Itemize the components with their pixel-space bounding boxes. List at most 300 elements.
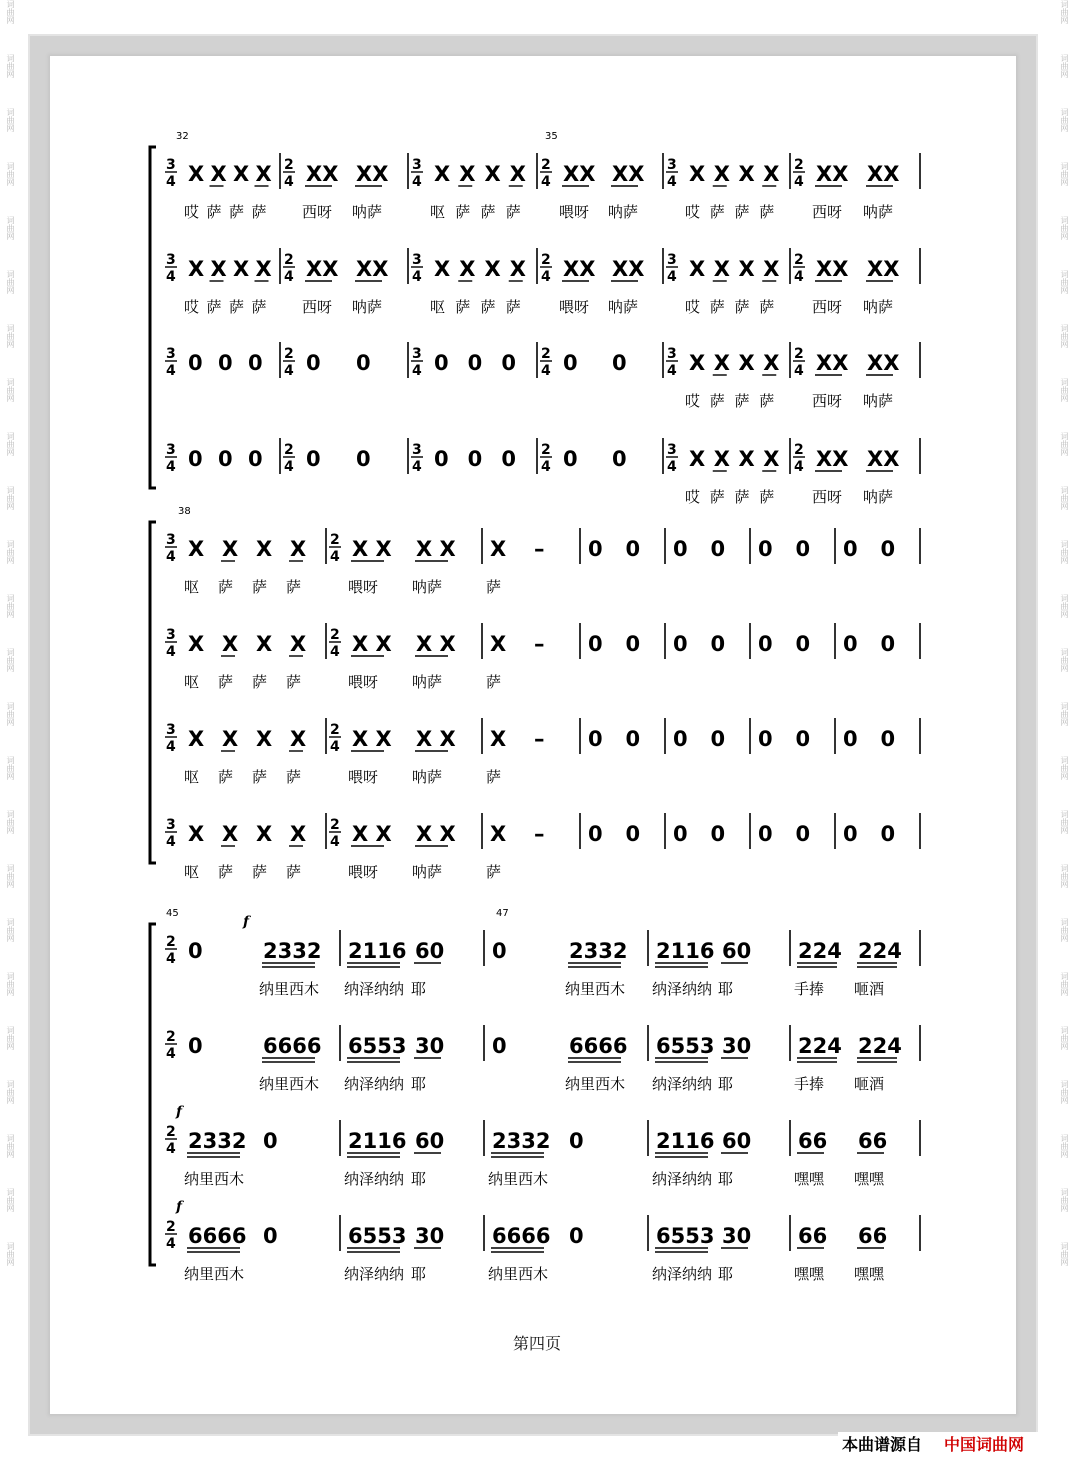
time-signature-numerator: 2 xyxy=(794,157,804,173)
note-group: 2116 xyxy=(348,1129,407,1153)
lyric-syllable: 喂呀 xyxy=(348,768,379,786)
time-signature-denominator: 4 xyxy=(794,174,804,190)
note-group: 6553 xyxy=(656,1224,715,1248)
watermark-text: 词曲网 xyxy=(1060,1026,1069,1050)
measure-number: 45 xyxy=(166,908,179,919)
rest-note: 0 xyxy=(467,351,483,375)
lyric-syllable: 萨 xyxy=(218,578,234,596)
lyric-syllable: 耶 xyxy=(718,1075,734,1093)
note-group: 30 xyxy=(415,1034,445,1058)
rest-note: 0 xyxy=(263,1129,278,1153)
watermark-text: 词曲网 xyxy=(1060,216,1069,240)
dynamic-forte: f xyxy=(176,1104,183,1120)
lyric-syllable: 耶 xyxy=(411,980,427,998)
lyric-syllable: 萨 xyxy=(759,298,775,316)
rest-note: 0 xyxy=(758,822,773,846)
watermark-text: 词曲网 xyxy=(1060,702,1069,726)
rest-note: 0 xyxy=(248,351,263,375)
lyric-syllable: 纳里西木 xyxy=(488,1170,549,1188)
time-signature-numerator: 3 xyxy=(412,157,422,173)
lyric-syllable: 萨 xyxy=(286,673,302,691)
note-group: X X xyxy=(352,727,392,751)
time-signature-denominator: 4 xyxy=(166,269,176,285)
lyric-syllable: 纳里西木 xyxy=(259,980,320,998)
lyric-syllable: 萨 xyxy=(252,673,268,691)
note-group: X xyxy=(222,537,239,561)
watermark-text: 词曲网 xyxy=(1060,918,1069,942)
lyric-syllable: 萨 xyxy=(709,488,725,506)
note-group: X xyxy=(222,822,239,846)
time-signature-numerator: 2 xyxy=(541,442,551,458)
note-group: 6553 xyxy=(348,1034,407,1058)
lyric-syllable: 萨 xyxy=(286,768,302,786)
watermark-text: 词曲网 xyxy=(6,54,15,78)
note-group: X xyxy=(459,162,476,186)
note-group: X xyxy=(256,632,273,656)
time-signature-denominator: 4 xyxy=(166,644,176,660)
lyric-syllable: 纳泽纳纳 xyxy=(652,980,713,998)
note-group: X xyxy=(222,632,239,656)
rest-note: 0 xyxy=(673,727,688,751)
time-signature-numerator: 3 xyxy=(412,442,422,458)
note-group: X xyxy=(188,257,205,281)
measure-number: 35 xyxy=(545,131,558,142)
lyric-syllable: 喂呀 xyxy=(559,298,590,316)
lyric-syllable: 嘿嘿 xyxy=(794,1265,825,1283)
note-group: X xyxy=(256,727,273,751)
time-signature-denominator: 4 xyxy=(667,363,677,379)
lyric-syllable: 哎 xyxy=(184,203,200,221)
note-group: XX xyxy=(867,162,900,186)
note-group: 2332 xyxy=(569,939,628,963)
time-signature-numerator: 2 xyxy=(541,157,551,173)
lyric-syllable: 嘿嘿 xyxy=(854,1170,885,1188)
lyric-syllable: 耶 xyxy=(411,1170,427,1188)
lyric-syllable: 萨 xyxy=(229,203,245,221)
note-group: X xyxy=(459,257,476,281)
watermark-text: 词曲网 xyxy=(6,702,15,726)
note-group: X xyxy=(713,257,730,281)
lyric-syllable: 萨 xyxy=(480,203,496,221)
time-signature-denominator: 4 xyxy=(412,363,422,379)
note-group: XX xyxy=(612,162,645,186)
time-signature-denominator: 4 xyxy=(166,1046,176,1062)
note-group: 2332 xyxy=(263,939,322,963)
time-signature-numerator: 2 xyxy=(541,346,551,362)
rest-note: 0 xyxy=(673,632,688,656)
rest-note: 0 xyxy=(795,537,811,561)
time-signature-denominator: 4 xyxy=(667,174,677,190)
time-signature-denominator: 4 xyxy=(667,269,677,285)
lyric-syllable: 萨 xyxy=(286,578,302,596)
time-signature-denominator: 4 xyxy=(166,174,176,190)
time-signature-numerator: 3 xyxy=(166,817,176,833)
watermark-text: 词曲网 xyxy=(6,540,15,564)
note-group: X xyxy=(490,727,507,751)
note-group: X xyxy=(738,257,755,281)
lyric-syllable: 西呀 xyxy=(812,488,843,506)
time-signature-numerator: 3 xyxy=(667,157,677,173)
watermark-text: 词曲网 xyxy=(1060,1188,1069,1212)
rest-note: 0 xyxy=(843,632,858,656)
measure-number: 38 xyxy=(178,506,191,517)
note-group: XX xyxy=(816,257,849,281)
watermark-text: 词曲网 xyxy=(1060,162,1069,186)
time-signature-numerator: 3 xyxy=(667,252,677,268)
note-group: X xyxy=(210,257,227,281)
lyric-syllable: 呐萨 xyxy=(863,203,894,221)
watermark-text: 词曲网 xyxy=(1060,864,1069,888)
note-group: X xyxy=(713,447,730,471)
note-group: X xyxy=(689,162,706,186)
note-group: X xyxy=(484,257,501,281)
time-signature-denominator: 4 xyxy=(794,459,804,475)
watermark-text: 词曲网 xyxy=(1060,1242,1069,1266)
lyric-syllable: 纳泽纳纳 xyxy=(652,1075,713,1093)
note-group: 30 xyxy=(415,1224,445,1248)
rest-note: 0 xyxy=(843,822,858,846)
lyric-syllable: 呐萨 xyxy=(863,392,894,410)
lyric-syllable: 呐萨 xyxy=(608,298,639,316)
rest-note: 0 xyxy=(710,727,726,751)
lyric-syllable: 呕 xyxy=(184,673,200,691)
time-signature-numerator: 3 xyxy=(166,252,176,268)
lyric-syllable: 呐萨 xyxy=(863,298,894,316)
lyric-syllable: 西呀 xyxy=(812,203,843,221)
time-signature-denominator: 4 xyxy=(794,269,804,285)
lyric-syllable: 萨 xyxy=(218,863,234,881)
rest-note: 0 xyxy=(356,447,371,471)
note-group: 2332 xyxy=(188,1129,247,1153)
rest-note: 0 xyxy=(563,351,578,375)
lyric-syllable: 呐萨 xyxy=(412,673,443,691)
note-group: 6666 xyxy=(492,1224,551,1248)
watermark-text: 词曲网 xyxy=(6,270,15,294)
lyric-syllable: 哎 xyxy=(685,298,701,316)
rest-note: 0 xyxy=(569,1129,584,1153)
lyric-syllable: 手捧 xyxy=(794,980,825,998)
rest-note: 0 xyxy=(588,537,603,561)
time-signature-numerator: 3 xyxy=(412,252,422,268)
source-label: 本曲谱源自 xyxy=(842,1435,923,1454)
time-signature-numerator: 2 xyxy=(166,1029,176,1045)
lyric-syllable: 哎 xyxy=(685,488,701,506)
note-group: X xyxy=(763,447,780,471)
lyric-syllable: 耶 xyxy=(718,1265,734,1283)
rest-note: 0 xyxy=(588,727,603,751)
lyric-syllable: 纳里西木 xyxy=(184,1265,245,1283)
watermark-text: 词曲网 xyxy=(1060,324,1069,348)
lyric-syllable: 萨 xyxy=(486,578,502,596)
lyric-syllable: 纳里西木 xyxy=(488,1265,549,1283)
rest-note: 0 xyxy=(625,632,641,656)
lyric-syllable: 萨 xyxy=(218,768,234,786)
sustain-dash: – xyxy=(534,727,545,751)
lyric-syllable: 萨 xyxy=(709,203,725,221)
time-signature-numerator: 2 xyxy=(330,817,340,833)
watermark-text: 词曲网 xyxy=(6,432,15,456)
lyric-syllable: 萨 xyxy=(759,488,775,506)
time-signature-denominator: 4 xyxy=(166,739,176,755)
note-group: X xyxy=(255,162,272,186)
system-bracket xyxy=(150,147,156,488)
note-group: 2116 xyxy=(348,939,407,963)
note-group: X xyxy=(188,162,205,186)
rest-note: 0 xyxy=(434,351,449,375)
rest-note: 0 xyxy=(625,537,641,561)
note-group: X X xyxy=(352,632,392,656)
lyric-syllable: 萨 xyxy=(252,578,268,596)
watermark-text: 词曲网 xyxy=(1060,108,1069,132)
rest-note: 0 xyxy=(795,727,811,751)
lyric-syllable: 嘿嘿 xyxy=(794,1170,825,1188)
lyric-syllable: 呕 xyxy=(184,768,200,786)
rest-note: 0 xyxy=(588,822,603,846)
watermark-text: 词曲网 xyxy=(6,756,15,780)
time-signature-denominator: 4 xyxy=(330,834,340,850)
time-signature-numerator: 2 xyxy=(794,252,804,268)
measure-number: 32 xyxy=(176,131,189,142)
watermark-text: 词曲网 xyxy=(6,1026,15,1050)
time-signature-denominator: 4 xyxy=(166,459,176,475)
time-signature-numerator: 3 xyxy=(166,627,176,643)
time-signature-numerator: 2 xyxy=(541,252,551,268)
lyric-syllable: 哎 xyxy=(685,392,701,410)
rest-note: 0 xyxy=(188,939,203,963)
rest-note: 0 xyxy=(758,727,773,751)
note-group: X xyxy=(490,822,507,846)
rest-note: 0 xyxy=(434,447,449,471)
lyric-syllable: 西呀 xyxy=(812,298,843,316)
lyric-syllable: 西呀 xyxy=(302,203,333,221)
rest-note: 0 xyxy=(758,632,773,656)
rest-note: 0 xyxy=(880,822,896,846)
lyric-syllable: 萨 xyxy=(480,298,496,316)
lyric-syllable: 呐萨 xyxy=(352,298,383,316)
system-bracket xyxy=(150,522,156,863)
time-signature-numerator: 3 xyxy=(667,442,677,458)
note-group: 2116 xyxy=(656,939,715,963)
time-signature-numerator: 3 xyxy=(412,346,422,362)
lyric-syllable: 萨 xyxy=(709,392,725,410)
watermark-text: 词曲网 xyxy=(6,162,15,186)
lyric-syllable: 呐萨 xyxy=(863,488,894,506)
note-group: X xyxy=(233,257,250,281)
note-group: X X xyxy=(352,822,392,846)
lyric-syllable: 萨 xyxy=(734,298,750,316)
time-signature-numerator: 2 xyxy=(166,1219,176,1235)
time-signature-numerator: 2 xyxy=(284,346,294,362)
watermark-text: 词曲网 xyxy=(6,1080,15,1104)
dynamic-forte: f xyxy=(176,1199,183,1215)
lyric-syllable: 萨 xyxy=(734,203,750,221)
note-group: X xyxy=(509,162,526,186)
lyric-syllable: 萨 xyxy=(505,298,521,316)
lyric-syllable: 纳泽纳纳 xyxy=(652,1170,713,1188)
note-group: 224 xyxy=(798,939,842,963)
rest-note: 0 xyxy=(263,1224,278,1248)
time-signature-numerator: 2 xyxy=(284,252,294,268)
watermark-text: 词曲网 xyxy=(6,1134,15,1158)
note-group: X xyxy=(434,257,451,281)
lyric-syllable: 纳泽纳纳 xyxy=(344,1265,405,1283)
rest-note: 0 xyxy=(188,351,203,375)
rest-note: 0 xyxy=(673,537,688,561)
watermark-text: 词曲网 xyxy=(6,1188,15,1212)
sustain-dash: – xyxy=(534,537,545,561)
note-group: XX xyxy=(867,447,900,471)
note-group: X xyxy=(738,447,755,471)
lyric-syllable: 纳泽纳纳 xyxy=(652,1265,713,1283)
note-group: X xyxy=(713,162,730,186)
note-group: X xyxy=(256,822,273,846)
note-group: XX xyxy=(867,351,900,375)
lyric-syllable: 萨 xyxy=(486,673,502,691)
lyric-syllable: 哎 xyxy=(685,203,701,221)
lyric-syllable: 西呀 xyxy=(812,392,843,410)
watermark-text: 词曲网 xyxy=(1060,972,1069,996)
note-group: XX xyxy=(816,162,849,186)
note-group: X xyxy=(188,822,205,846)
watermark-text: 词曲网 xyxy=(6,594,15,618)
note-group: 66 xyxy=(858,1129,888,1153)
note-group: X xyxy=(290,727,307,751)
note-group: 6666 xyxy=(263,1034,322,1058)
watermark-text: 词曲网 xyxy=(6,216,15,240)
lyric-syllable: 西呀 xyxy=(302,298,333,316)
note-group: 60 xyxy=(415,1129,445,1153)
source-site-link[interactable]: 中国词曲网 xyxy=(944,1435,1025,1454)
rest-note: 0 xyxy=(612,351,627,375)
time-signature-denominator: 4 xyxy=(166,363,176,379)
note-group: 224 xyxy=(798,1034,842,1058)
note-group: X xyxy=(490,632,507,656)
lyric-syllable: 萨 xyxy=(759,203,775,221)
watermark-text: 词曲网 xyxy=(6,324,15,348)
watermark-text: 词曲网 xyxy=(1060,540,1069,564)
time-signature-numerator: 2 xyxy=(284,442,294,458)
lyric-syllable: 呕 xyxy=(430,298,446,316)
note-group: 66 xyxy=(798,1224,828,1248)
note-group: 6666 xyxy=(188,1224,247,1248)
lyric-syllable: 萨 xyxy=(486,863,502,881)
source-credit[interactable] xyxy=(838,1432,1074,1458)
time-signature-numerator: 3 xyxy=(166,346,176,362)
note-group: 2116 xyxy=(656,1129,715,1153)
note-group: X xyxy=(738,162,755,186)
time-signature-denominator: 4 xyxy=(166,834,176,850)
lyric-syllable: 萨 xyxy=(505,203,521,221)
rest-note: 0 xyxy=(710,537,726,561)
note-group: X X xyxy=(416,822,456,846)
note-group: XX xyxy=(816,351,849,375)
watermark-text: 词曲网 xyxy=(6,486,15,510)
lyric-syllable: 喂呀 xyxy=(348,673,379,691)
rest-note: 0 xyxy=(218,447,233,471)
lyric-syllable: 耶 xyxy=(718,1170,734,1188)
rest-note: 0 xyxy=(356,351,371,375)
watermark-text: 词曲网 xyxy=(1060,810,1069,834)
time-signature-denominator: 4 xyxy=(166,1236,176,1252)
watermark-text: 词曲网 xyxy=(6,972,15,996)
lyric-syllable: 喂呀 xyxy=(348,863,379,881)
time-signature-denominator: 4 xyxy=(284,363,294,379)
note-group: X xyxy=(434,162,451,186)
time-signature-numerator: 2 xyxy=(284,157,294,173)
note-group: 6553 xyxy=(656,1034,715,1058)
time-signature-numerator: 3 xyxy=(166,442,176,458)
lyric-syllable: 纳里西木 xyxy=(565,980,626,998)
rest-note: 0 xyxy=(795,632,811,656)
note-group: X xyxy=(222,727,239,751)
lyric-syllable: 喂呀 xyxy=(348,578,379,596)
lyric-syllable: 呐萨 xyxy=(412,863,443,881)
rest-note: 0 xyxy=(758,537,773,561)
note-group: 2332 xyxy=(492,1129,551,1153)
time-signature-denominator: 4 xyxy=(166,1141,176,1157)
rest-note: 0 xyxy=(492,1034,507,1058)
time-signature-numerator: 2 xyxy=(794,442,804,458)
lyric-syllable: 喂呀 xyxy=(559,203,590,221)
sustain-dash: – xyxy=(534,632,545,656)
note-group: X xyxy=(490,537,507,561)
time-signature-numerator: 2 xyxy=(330,722,340,738)
page-number: 第四页 xyxy=(512,1334,561,1353)
note-group: X xyxy=(256,537,273,561)
rest-note: 0 xyxy=(563,447,578,471)
lyric-syllable: 萨 xyxy=(251,203,267,221)
note-group: 30 xyxy=(722,1034,752,1058)
note-group: X X xyxy=(352,537,392,561)
rest-note: 0 xyxy=(569,1224,584,1248)
lyric-syllable: 萨 xyxy=(759,392,775,410)
rest-note: 0 xyxy=(492,939,507,963)
time-signature-numerator: 2 xyxy=(166,1124,176,1140)
lyric-syllable: 呕 xyxy=(184,863,200,881)
rest-note: 0 xyxy=(188,447,203,471)
note-group: X xyxy=(689,257,706,281)
note-group: 60 xyxy=(722,939,752,963)
rest-note: 0 xyxy=(188,1034,203,1058)
note-group: X xyxy=(713,351,730,375)
lyric-syllable: 萨 xyxy=(229,298,245,316)
lyric-syllable: 萨 xyxy=(734,488,750,506)
time-signature-denominator: 4 xyxy=(330,549,340,565)
time-signature-denominator: 4 xyxy=(541,269,551,285)
note-group: X xyxy=(689,447,706,471)
rest-note: 0 xyxy=(501,351,516,375)
rest-note: 0 xyxy=(306,351,321,375)
watermark-text: 词曲网 xyxy=(1060,594,1069,618)
note-group: X xyxy=(188,632,205,656)
lyric-syllable: 萨 xyxy=(709,298,725,316)
rest-note: 0 xyxy=(710,822,726,846)
note-group: X xyxy=(763,351,780,375)
lyric-syllable: 手捧 xyxy=(794,1075,825,1093)
note-group: X xyxy=(290,537,307,561)
note-group: XX xyxy=(356,162,389,186)
watermark-text: 词曲网 xyxy=(6,378,15,402)
lyric-syllable: 呐萨 xyxy=(352,203,383,221)
rest-note: 0 xyxy=(843,727,858,751)
watermark-text: 词曲网 xyxy=(1060,432,1069,456)
lyric-syllable: 纳里西木 xyxy=(565,1075,626,1093)
note-group: X X xyxy=(416,537,456,561)
note-group: X xyxy=(484,162,501,186)
time-signature-numerator: 2 xyxy=(330,627,340,643)
lyric-syllable: 萨 xyxy=(206,203,222,221)
lyric-syllable: 纳里西木 xyxy=(259,1075,320,1093)
